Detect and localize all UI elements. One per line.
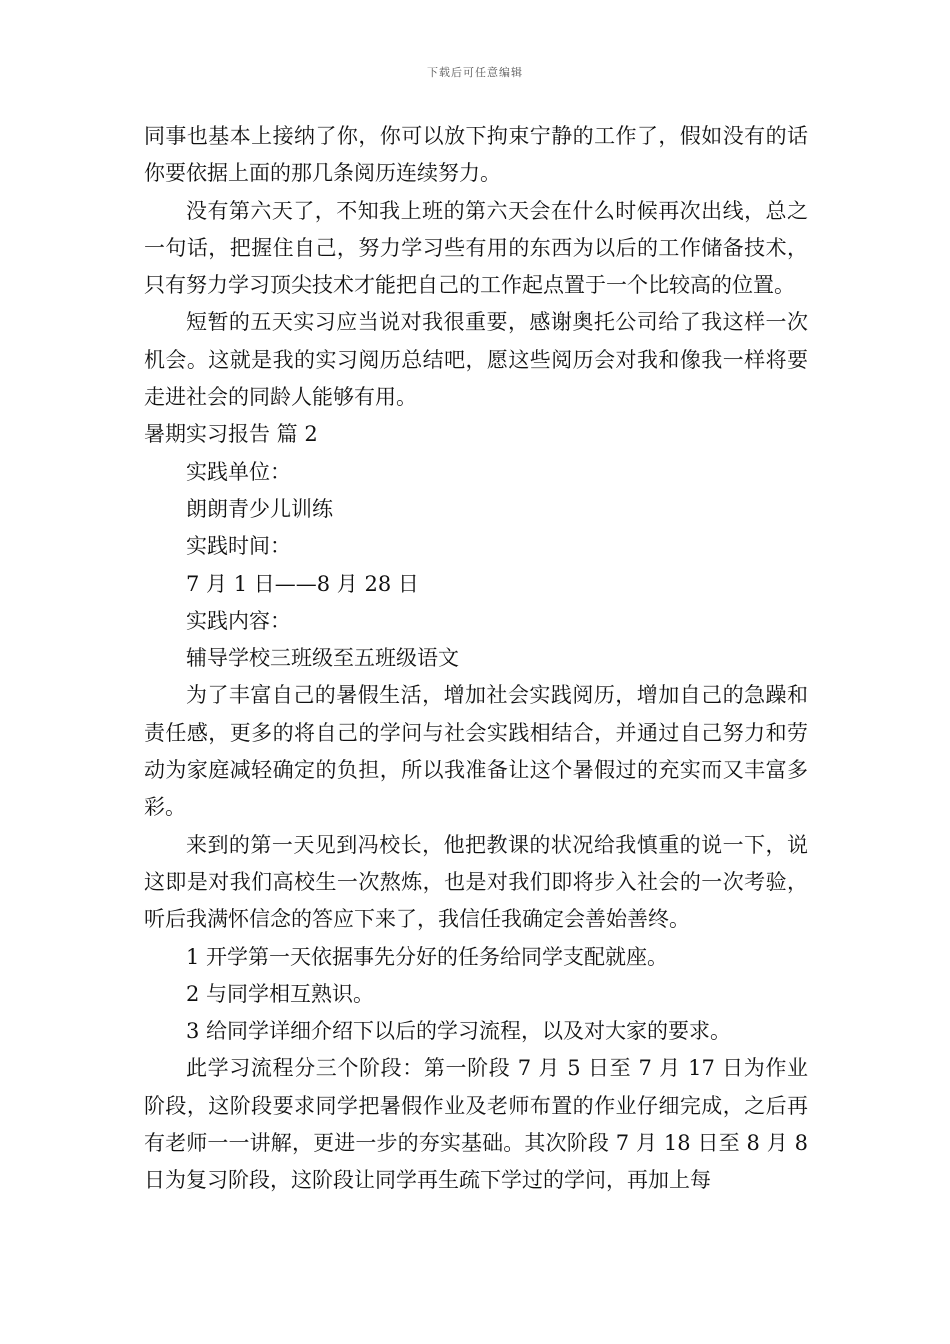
document-body bbox=[144, 118, 808, 1200]
practice-unit-label: 实践单位： bbox=[186, 459, 291, 484]
list-item: 3 给同学详细介绍下以后的学习流程，以及对大家的要求。 bbox=[186, 1019, 732, 1044]
practice-time-label: 实践时间： bbox=[186, 534, 291, 559]
section-title: 暑期实习报告 篇 2 bbox=[144, 422, 318, 447]
paragraph: 没有第六天了，不知我上班的第六天会在什么时候再次出线，总之一句话，把握住自己，努力学习些有用的东西为以后的工作储备技术，只有努力学习顶尖技术才能把自己的工作起点置于一个比较高的位置。 bbox=[144, 198, 808, 298]
paragraph: 为了丰富自己的暑假生活，增加社会实践阅历，增加自己的急躁和责任感，更多的将自己的学问与社会实践相结合，并通过自己努力和劳动为家庭减轻确定的负担，所以我准备让这个暑假过的充实而又丰富多彩。 bbox=[144, 683, 808, 820]
practice-unit-value: 朗朗青少儿训练 bbox=[186, 496, 333, 521]
paragraph: 短暂的五天实习应当说对我很重要，感谢奥托公司给了我这样一次机会。这就是我的实习阅历总结吧，愿这些阅历会对我和像我一样将要走进社会的同龄人能够有用。 bbox=[144, 310, 808, 410]
list-item: 2 与同学相互熟识。 bbox=[186, 981, 375, 1006]
practice-content-value: 辅导学校三班级至五班级语文 bbox=[186, 646, 459, 671]
practice-time-value: 7 月 1 日——8 月 28 日 bbox=[186, 571, 419, 596]
header-note: 下载后可任意编辑 bbox=[427, 66, 523, 79]
list-item: 1 开学第一天依据事先分好的任务给同学支配就座。 bbox=[186, 944, 669, 969]
paragraph: 此学习流程分三个阶段：第一阶段 7 月 5 日至 7 月 17 日为作业阶段，这阶段要求同学把暑假作业及老师布置的作业仔细完成，之后再有老师一一讲解，更进一步的夯实基础。其次阶段 7 月 18 日至 8 月 8 日为复习阶段，这阶段让同学再生疏下学过的学问，再加上每 bbox=[144, 1056, 808, 1193]
paragraph: 同事也基本上接纳了你，你可以放下拘束宁静的工作了，假如没有的话你要依据上面的那几条阅历连续努力。 bbox=[144, 124, 808, 186]
practice-content-label: 实践内容： bbox=[186, 608, 291, 633]
paragraph: 来到的第一天见到冯校长，他把教课的状况给我慎重的说一下，说这即是对我们高校生一次熬炼，也是对我们即将步入社会的一次考验，听后我满怀信念的答应下来了，我信任我确定会善始善终。 bbox=[144, 832, 808, 932]
